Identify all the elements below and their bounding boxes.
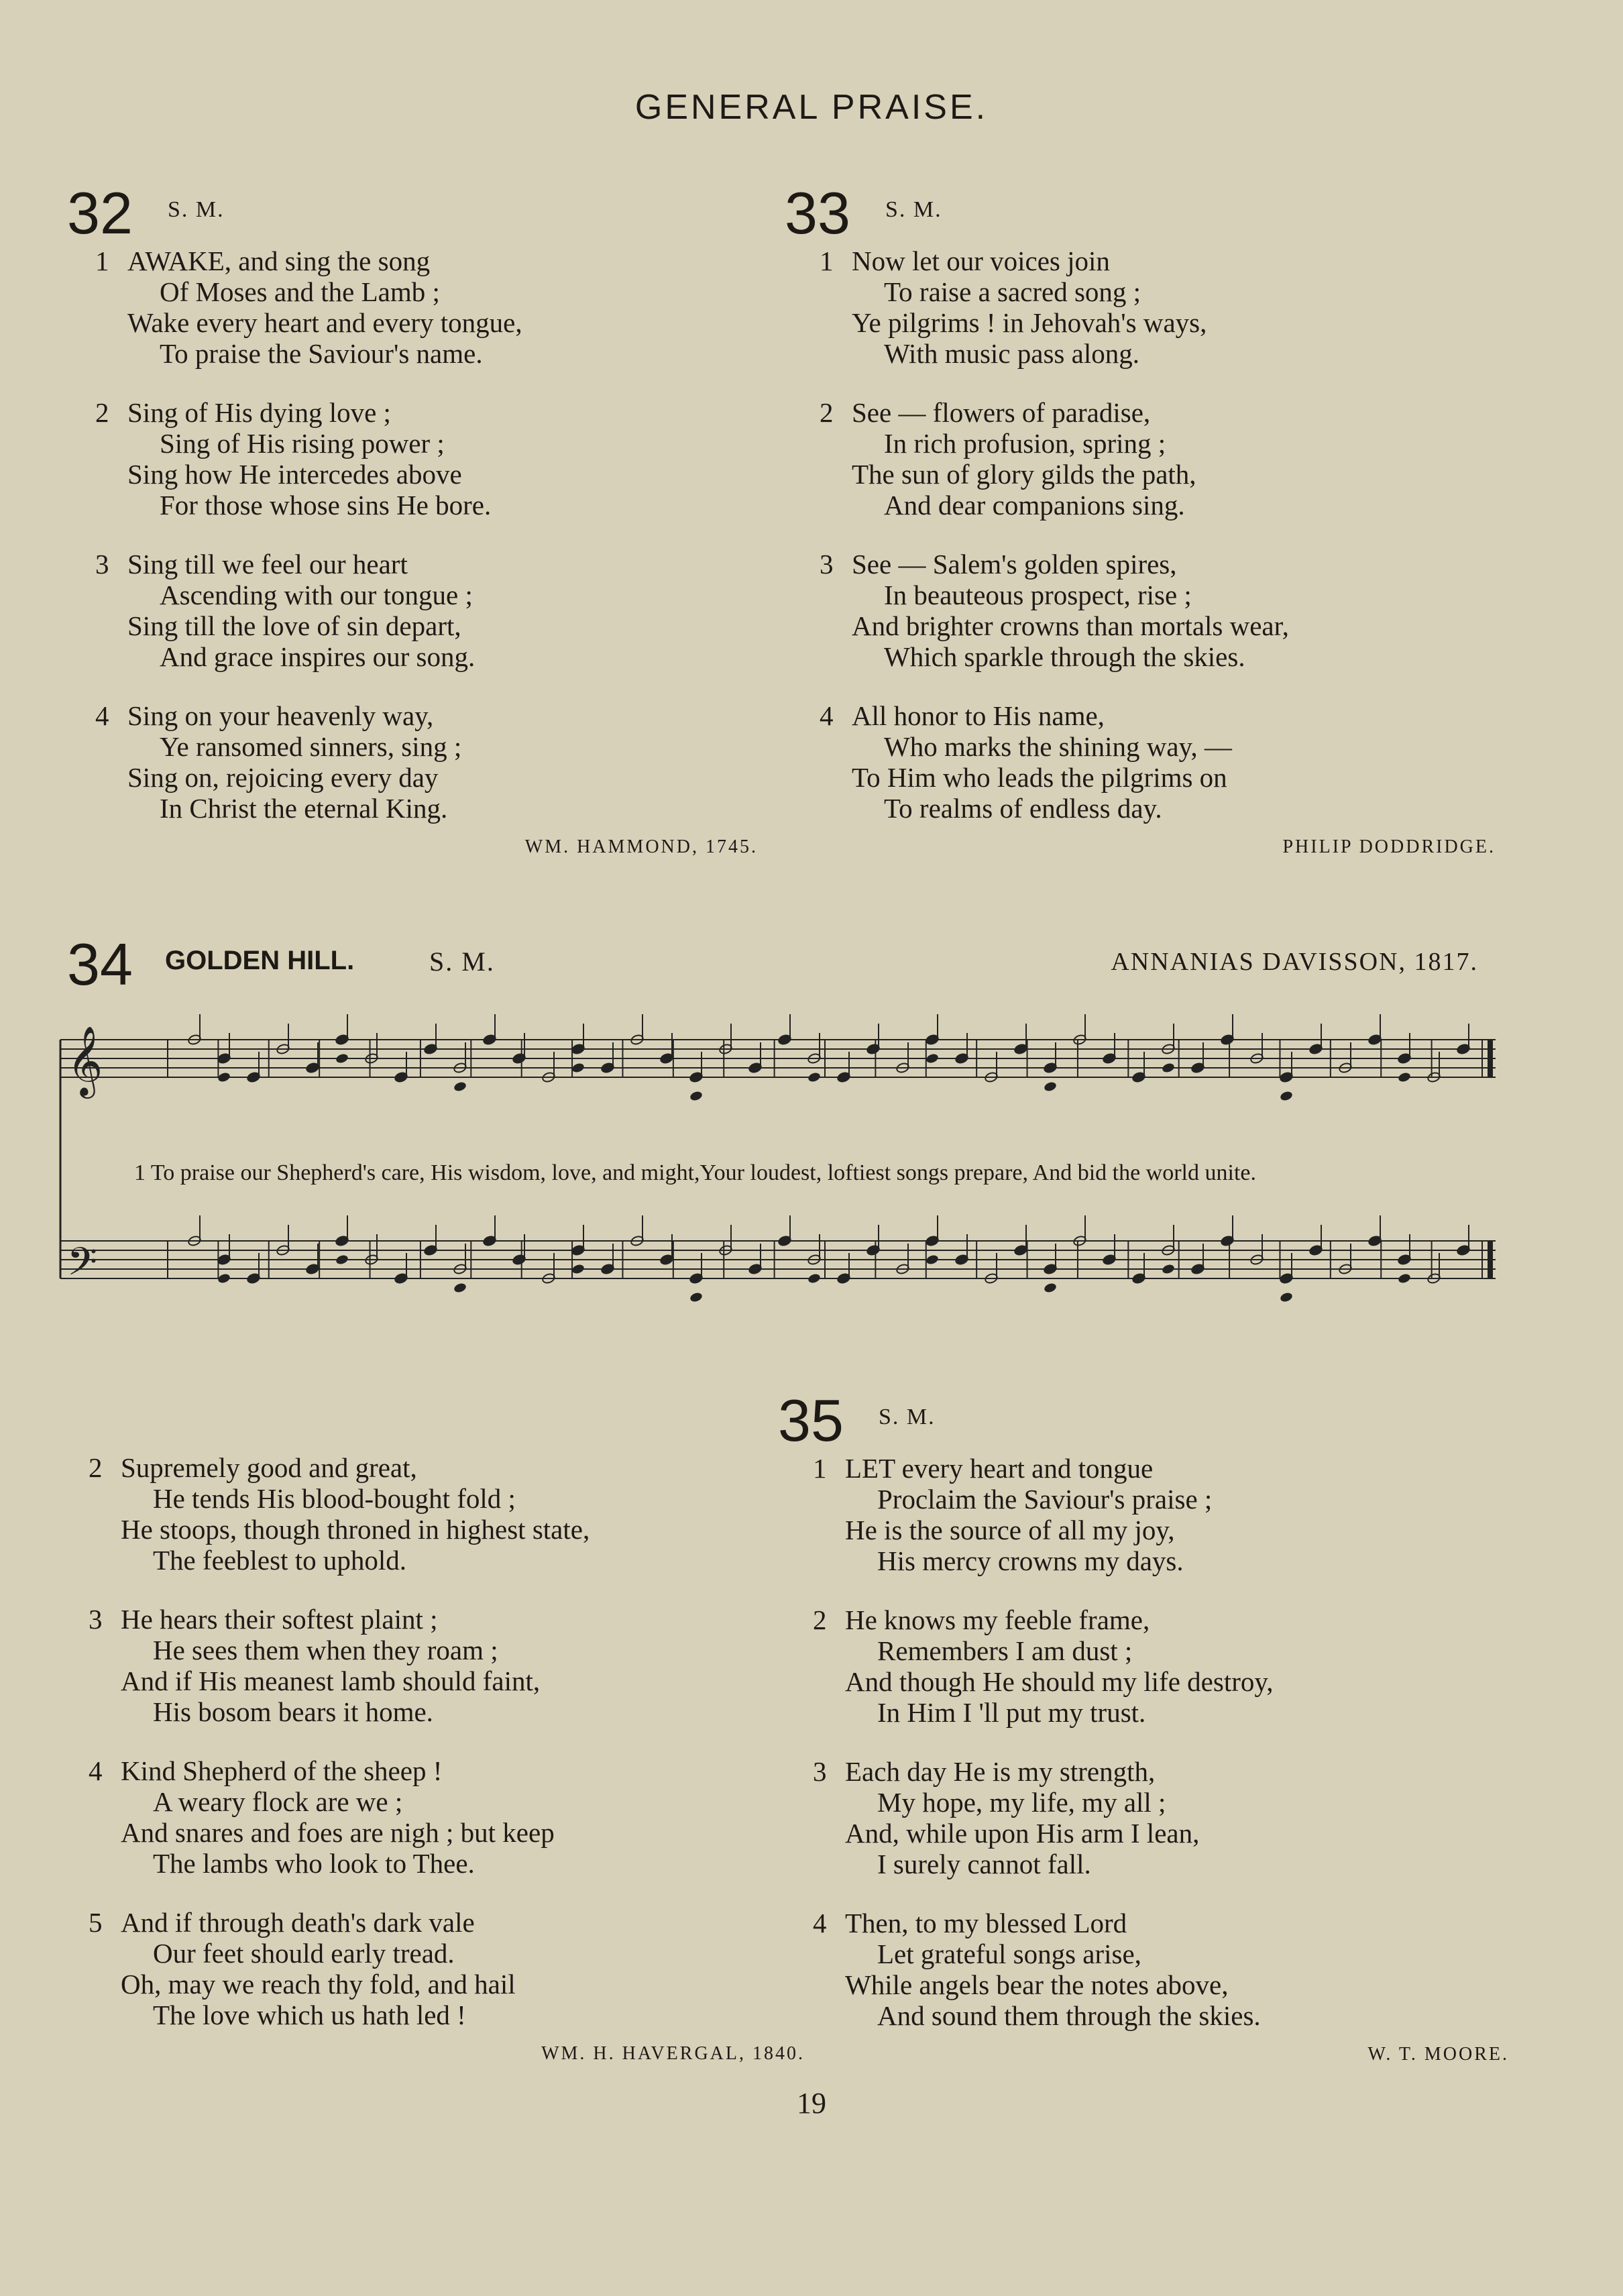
hymn-author: WM. HAMMOND, 1745. [524,836,758,857]
stanza [89,1755,805,1879]
verse-text: LET every heart and tongue [845,1453,1154,1484]
hymn-author: PHILIP DODDRIDGE. [1282,836,1496,857]
verse-line [127,793,765,824]
verse-line [852,610,1496,641]
verse-line [845,1938,1509,1969]
verse-line [89,1907,805,1938]
hymn-meter: S. M. [168,197,225,222]
stanza-number: 4 [89,1755,103,1786]
verse-text: For those whose sins He bore. [160,490,492,521]
verse-text: He hears their softest plaint ; [121,1604,438,1635]
verse-text: See — Salem's golden spires, [852,549,1177,580]
verse-line [845,1818,1509,1849]
stanza [820,397,1496,521]
verse-line [95,700,765,731]
note-head [807,1071,821,1083]
verse-line [813,1604,1509,1635]
verse-line [127,610,765,641]
verse-text: And if His meanest lamb should faint, [121,1665,541,1696]
verse-line [121,1817,805,1848]
verse-text: And grace inspires our song. [160,641,475,672]
verse-text: Sing till the love of sin depart, [127,610,461,641]
hymn-author: WM. H. HAVERGAL, 1840. [541,2043,805,2064]
stanza-number: 5 [89,1907,103,1938]
verse-line [127,338,765,369]
bass-clef-icon: 𝄢 [67,1239,98,1294]
verse-text: His bosom bears it home. [153,1696,433,1727]
tune-composer: ANNANIAS DAVISSON, 1817. [1111,948,1478,976]
hymn-meter: S. M. [429,946,495,977]
note-head [1397,1071,1411,1083]
verse-text: A weary flock are we ; [153,1786,403,1817]
hymn-meter: S. M. [879,1405,936,1429]
note-head [689,1291,703,1303]
verse-text: Proclaim the Saviour's praise ; [877,1484,1213,1515]
stanza [820,549,1496,672]
verse-text: Sing of His dying love ; [127,397,391,428]
hymn-number: 32 [67,180,133,246]
verse-text: Let grateful songs arise, [877,1938,1141,1969]
verse-line [845,1484,1509,1515]
hymn-32 [67,181,765,863]
verse-line [121,2000,805,2030]
stanza-number: 2 [813,1604,827,1635]
stanza-number: 2 [820,397,834,428]
page-header: GENERAL PRAISE. [634,88,989,127]
hymn-34-tune [54,932,1502,1348]
stanza-number: 3 [89,1604,103,1635]
verse-text: Sing of His rising power ; [160,428,445,459]
stanza-number: 1 [820,245,834,276]
stanza [89,1907,805,2030]
verse-line [127,580,765,610]
verse-text: The lambs who look to Thee. [153,1848,475,1879]
verse-text: I surely cannot fall. [877,1849,1091,1879]
verse-text: Our feet should early tread. [153,1938,455,1969]
verse-text: And sound them through the skies. [877,2000,1261,2031]
note-head [453,1081,467,1092]
stanza [813,1756,1509,1879]
verse-text: Each day He is my strength, [845,1756,1156,1787]
note-head [335,1052,349,1064]
note-head [689,1090,703,1101]
verse-text: He knows my feeble frame, [845,1604,1150,1635]
stanza [95,549,765,672]
stanza-number: 4 [820,700,834,731]
verse-text: Ye ransomed sinners, sing ; [160,731,462,762]
verse-text: Kind Shepherd of the sheep ! [121,1755,443,1786]
verse-text: The love which us hath led ! [153,2000,466,2030]
verse-text: Sing till we feel our heart [127,549,408,580]
verse-text: In Christ the eternal King. [160,793,448,824]
verse-line [127,641,765,672]
stanza-number: 2 [89,1452,103,1483]
verse-text: While angels bear the notes above, [845,1969,1229,2000]
tune-name: GOLDEN HILL. [165,946,355,975]
verse-text: And if through death's dark vale [121,1907,475,1938]
verse-text: He tends His blood-bought fold ; [153,1483,516,1514]
final-barline [1488,1241,1493,1278]
note-head [217,1272,231,1284]
note-head [807,1272,821,1284]
stanza-number: 3 [813,1756,827,1787]
verse-text: See — flowers of paradise, [852,397,1151,428]
verse-line [813,1756,1509,1787]
stanza [813,1908,1509,2031]
verse-text: AWAKE, and sing the song [127,245,431,276]
stanza [89,1604,805,1727]
verse-line [121,1848,805,1879]
stanza-number: 3 [820,549,834,580]
note-head [1279,1291,1293,1303]
verse-text: All honor to His name, [852,700,1105,731]
note-head [571,1062,585,1073]
verse-text: My hope, my life, my all ; [877,1787,1166,1818]
verse-text: In Him I 'll put my trust. [877,1697,1146,1728]
verse-line [845,1969,1509,2000]
verse-line [813,1908,1509,1938]
stanza [95,397,765,521]
verse-line [845,2000,1509,2031]
stanza [820,700,1496,824]
verse-line [852,793,1496,824]
stanza-number: 1 [95,245,109,276]
verse-text: Who marks the shining way, — [884,731,1232,762]
verse-text: In rich profusion, spring ; [884,428,1166,459]
note-head [1043,1282,1057,1293]
verse-line [820,397,1496,428]
stanza [813,1453,1509,1576]
verse-text: Wake every heart and every tongue, [127,307,522,338]
stanza-number: 4 [95,700,109,731]
verse-line [121,1483,805,1514]
stanza [820,245,1496,369]
verse-line [89,1755,805,1786]
note-head [335,1254,349,1265]
verse-text: And dear companions sing. [884,490,1185,521]
verse-text: Oh, may we reach thy fold, and hail [121,1969,516,2000]
note-head [1279,1090,1293,1101]
verse-text: Which sparkle through the skies. [884,641,1245,672]
verse-text: He stoops, though throned in highest state, [121,1514,590,1545]
note-head [1161,1062,1175,1073]
verse-line [121,1665,805,1696]
stanza [95,245,765,369]
verse-line [121,1635,805,1665]
note-head [1397,1272,1411,1284]
verse-text: Ascending with our tongue ; [160,580,473,610]
verse-text: With music pass along. [884,338,1139,369]
verse-line [121,1545,805,1576]
verse-text: Ye pilgrims ! in Jehovah's ways, [852,307,1207,338]
verse-line [845,1545,1509,1576]
note-head [925,1254,939,1265]
verse-line [127,731,765,762]
verse-text: To Him who leads the pilgrims on [852,762,1227,793]
treble-clef-icon: 𝄞 [67,1026,103,1096]
verse-line [845,1515,1509,1545]
verse-text: And, while upon His arm I lean, [845,1818,1200,1849]
verse-line [89,1452,805,1483]
hymn-number: 34 [67,931,133,997]
stanza [95,700,765,824]
hymn-author: W. T. MOORE. [1367,2044,1509,2065]
note-head [925,1052,939,1064]
music-lyric: 1 To praise our Shepherd's care, His wisdom, love, and might,Your loudest, loftiest songs prepare, And bid the world unite. [134,1160,1256,1185]
verse-line [852,731,1496,762]
verse-line [127,762,765,793]
verse-line [852,762,1496,793]
stanza-number: 1 [813,1453,827,1484]
hymn-meter: S. M. [885,197,942,222]
verse-text: In beauteous prospect, rise ; [884,580,1192,610]
hymn-35 [778,1388,1509,2070]
hymn-number: 35 [778,1387,844,1454]
verse-line [127,459,765,490]
verse-line [813,1453,1509,1484]
verse-line [852,338,1496,369]
verse-text: And snares and foes are nigh ; but keep [121,1817,555,1848]
verse-line [95,549,765,580]
note-head [571,1263,585,1274]
verse-text: To praise the Saviour's name. [160,338,483,369]
verse-line [127,276,765,307]
verse-line [820,549,1496,580]
note-head [1161,1263,1175,1274]
verse-text: His mercy crowns my days. [877,1545,1184,1576]
verse-text: He sees them when they roam ; [153,1635,498,1665]
final-barline [1488,1040,1493,1077]
note-head [217,1071,231,1083]
stanza-number: 2 [95,397,109,428]
verse-line [95,397,765,428]
verse-line [121,1969,805,2000]
verse-line [127,307,765,338]
verse-line [121,1696,805,1727]
verse-text: And though He should my life destroy, [845,1666,1274,1697]
verse-line [845,1666,1509,1697]
verse-text: Of Moses and the Lamb ; [160,276,440,307]
verse-line [845,1787,1509,1818]
verse-text: The sun of glory gilds the path, [852,459,1196,490]
hymn-34-verses [80,1452,805,2069]
verse-line [845,1635,1509,1666]
stanza [89,1452,805,1576]
page-number: 19 [797,2087,826,2120]
verse-text: He is the source of all my joy, [845,1515,1175,1545]
verse-line [127,490,765,521]
verse-text: To raise a sacred song ; [884,276,1141,307]
verse-line [89,1604,805,1635]
verse-line [121,1786,805,1817]
verse-text: Sing on, rejoicing every day [127,762,439,793]
verse-text: Now let our voices join [852,245,1110,276]
verse-text: To realms of endless day. [884,793,1162,824]
note-head [1043,1081,1057,1092]
verse-text: Remembers I am dust ; [877,1635,1133,1666]
verse-text: Sing how He intercedes above [127,459,462,490]
verse-line [852,641,1496,672]
verse-line [852,307,1496,338]
hymn-33 [785,181,1496,863]
verse-text: Sing on your heavenly way, [127,700,434,731]
verse-line [127,428,765,459]
verse-line [852,490,1496,521]
verse-line [95,245,765,276]
verse-line [820,245,1496,276]
verse-line [852,428,1496,459]
stanza-number: 3 [95,549,109,580]
verse-text: Then, to my blessed Lord [845,1908,1127,1938]
verse-line [845,1697,1509,1728]
verse-line [852,276,1496,307]
stanza-number: 4 [813,1908,827,1938]
verse-text: The feeblest to uphold. [153,1545,407,1576]
verse-line [121,1514,805,1545]
verse-line [121,1938,805,1969]
verse-text: And brighter crowns than mortals wear, [852,610,1289,641]
hymn-number: 33 [785,180,850,246]
verse-line [852,580,1496,610]
verse-line [852,459,1496,490]
verse-text: Supremely good and great, [121,1452,417,1483]
note-head [453,1282,467,1293]
stanza [813,1604,1509,1728]
verse-line [845,1849,1509,1879]
verse-line [820,700,1496,731]
